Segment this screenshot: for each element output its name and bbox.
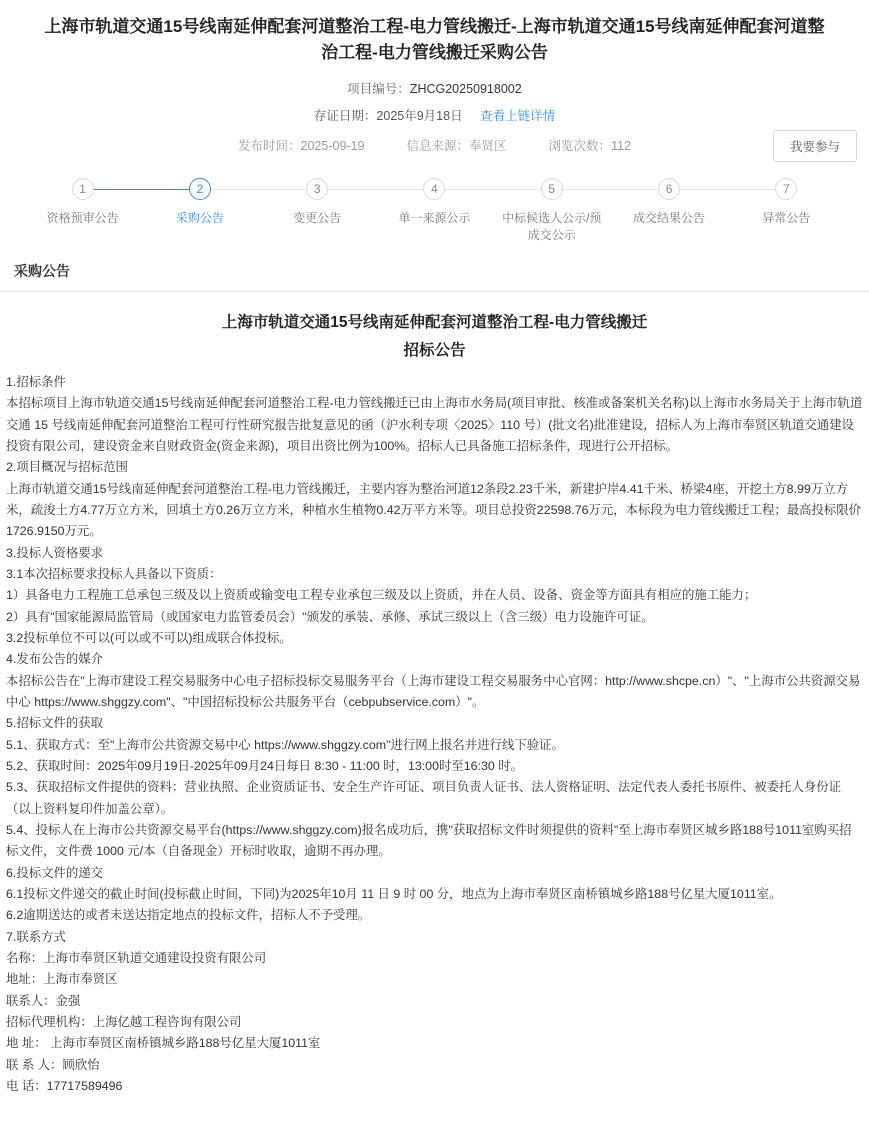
project-number-line xyxy=(0,79,869,97)
notice-subtitle: 招标公告 xyxy=(403,342,466,360)
step-connector xyxy=(317,189,434,190)
notice-body xyxy=(0,372,869,1121)
view-chain-detail-link[interactable]: 查看上链详情 xyxy=(480,109,556,123)
step-number: 2 xyxy=(189,178,211,200)
step-number: 1 xyxy=(72,178,94,200)
notice-paragraph: 本招标项目上海市轨道交通15号线南延伸配套河道整治工程-电力管线搬迁已由上海市水务局(项目审批、核准或备案机关名称)以上海市水务局关于上海市轨道交通 15 号线南延伸配套河道整治工程可行性研究报告批复意见的函（沪水利专项〈2025〉110 号）(批文名)批准建设，招标人为上海市奉贤区轨道交通建设投资有限公司，建设资金来自财政资金(资金来源)，项目出资比例为100%。招标人已具备施工招标条件，现进行公开招标。 xyxy=(6,396,863,454)
notice-paragraph: 2.项目概况与招标范围 xyxy=(6,460,128,475)
meta-info-row xyxy=(0,136,869,154)
info-source: 信息来源：奉贤区 xyxy=(406,139,507,153)
step-connector xyxy=(552,189,669,190)
notice-paragraph: 本招标公告在"上海市建设工程交易服务中心电子招标投标交易服务平台（上海市建设工程交易服务中心官网：http://www.shcpe.cn）"、"上海市公共资源交易中心 https://www.shggzy.com"、"中国招标投标公共服务平台（cebpubservice.com）"。 xyxy=(6,673,861,710)
notice-paragraph: 6.投标文件的递交 xyxy=(6,865,104,880)
step-connector xyxy=(434,189,551,190)
page-title: 上海市轨道交通15号线南延伸配套河道整治工程-电力管线搬迁-上海市轨道交通15号线南延伸配套河道整治工程-电力管线搬迁采购公告 xyxy=(44,17,825,62)
notice-paragraph: 1）具备电力工程施工总承包三级及以上资质或输变电工程专业承包三级及以上资质，并在人员、设备、资金等方面具有相应的施工能力； xyxy=(6,588,757,603)
project-number-label: 项目编号： xyxy=(347,82,410,96)
notice-paragraph: 联 系 人：顾欣怡 xyxy=(6,1057,100,1072)
publish-time: 发布时间：2025-09-19 xyxy=(238,139,365,153)
step-label: 成交结果公告 xyxy=(633,211,706,225)
join-button[interactable]: 我要参与 xyxy=(773,130,857,162)
notice-paragraph: 1.招标条件 xyxy=(6,375,66,390)
notice-title: 上海市轨道交通15号线南延伸配套河道整治工程-电力管线搬迁 xyxy=(221,313,648,331)
notice-paragraph: 6.2逾期送达的或者未送达指定地点的投标文件，招标人不予受理。 xyxy=(6,908,371,923)
notice-paragraph: 3.1本次招标要求投标人具备以下资质： xyxy=(6,567,222,582)
cert-date-value: 2025年9月18日 xyxy=(376,109,463,123)
step-label: 中标候选人公示/预成交公示 xyxy=(502,211,602,243)
step-label: 异常公告 xyxy=(762,211,811,225)
step-number: 6 xyxy=(658,178,680,200)
notice-paragraph: 5.3、获取招标文件提供的资料：营业执照、企业资质证书、安全生产许可证、项目负责人证书、法人资格证明、法定代表人委托书原件、被委托人身份证（以上资料复印件加盖公章）。 xyxy=(6,780,842,816)
step-connector xyxy=(200,189,317,190)
notice-paragraph: 3.2投标单位不可以(可以或不可以)组成联合体投标。 xyxy=(6,631,292,646)
notice-paragraph: 2）具有"国家能源局监管局（或国家电力监管委员会）"颁发的承装、承修、承试三级以上（含三级）电力设施许可证。 xyxy=(6,609,654,624)
view-count: 浏览次数：112 xyxy=(548,139,631,153)
notice-paragraph: 5.4、投标人在上海市公共资源交易平台(https://www.shggzy.com)报名成功后，携"获取招标文件时须提供的资料"至上海市奉贤区城乡路188号1011室购买招标文件，文件费 1000 元/本（自备现金）开标时收取，逾期不再办理。 xyxy=(6,823,852,859)
notice-paragraph: 7.联系方式 xyxy=(6,929,66,944)
notice-paragraph: 电 话：17717589496 xyxy=(6,1078,123,1093)
notice-paragraph: 名称：上海市奉贤区轨道交通建设投资有限公司 xyxy=(6,950,267,965)
cert-date-label: 存证日期： xyxy=(313,109,377,123)
section-title: 采购公告 xyxy=(14,262,70,279)
step-number: 5 xyxy=(541,178,563,200)
notice-paragraph: 联系人：金强 xyxy=(6,993,81,1008)
notice-paragraph: 5.1、获取方式：至"上海市公共资源交易中心 https://www.shggzy.com"进行网上报名并进行线下验证。 xyxy=(6,737,564,752)
cert-date-line xyxy=(0,106,869,124)
step-number: 7 xyxy=(775,178,797,200)
notice-paragraph: 招标代理机构：上海亿越工程咨询有限公司 xyxy=(6,1014,242,1029)
step-label: 单一来源公示 xyxy=(398,211,471,225)
notice-paragraph: 地 址： 上海市奉贤区南桥镇城乡路188号亿星大厦1011室 xyxy=(6,1036,321,1051)
notice-paragraph: 5.2、获取时间：2025年09月19日-2025年09月24日每日 8:30 - 11:00 时，13:00时至16:30 时。 xyxy=(6,759,523,774)
step-label: 资格预审公告 xyxy=(46,211,119,225)
step-label: 采购公告 xyxy=(175,211,224,225)
step-7[interactable] xyxy=(728,178,845,245)
notice-paragraph: 5.招标文件的获取 xyxy=(6,716,104,731)
step-number: 4 xyxy=(423,178,445,200)
notice-paragraph: 6.1投标文件递交的截止时间(投标截止时间，下同)为2025年10月 11 日 9 时 00 分，地点为上海市奉贤区南桥镇城乡路188号亿星大厦1011室。 xyxy=(6,887,782,901)
step-number: 3 xyxy=(306,178,328,200)
notice-paragraph: 3.投标人资格要求 xyxy=(6,545,104,560)
notice-paragraph: 上海市轨道交通15号线南延伸配套河道整治工程-电力管线搬迁，主要内容为整治河道12条段2.23千米，新建护岸4.41千米、桥梁4座，开挖土方8.99万立方米，疏浚土方4.77万立方米，回填土方0.26万立方米，种植水生植物0.42万平方米等。项目总投资22598.76万元，本标段为电力管线搬迁工程；最高投标限价1726.9150万元。 xyxy=(6,481,862,539)
step-label: 变更公告 xyxy=(293,211,342,225)
notice-paragraph: 4.发布公告的媒介 xyxy=(6,652,104,667)
step-connector xyxy=(83,189,200,190)
step-connector xyxy=(669,189,786,190)
project-number-value: ZHCG20250918002 xyxy=(409,82,522,96)
notice-paragraph: 地址：上海市奉贤区 xyxy=(6,972,118,987)
progress-steps xyxy=(0,160,869,245)
